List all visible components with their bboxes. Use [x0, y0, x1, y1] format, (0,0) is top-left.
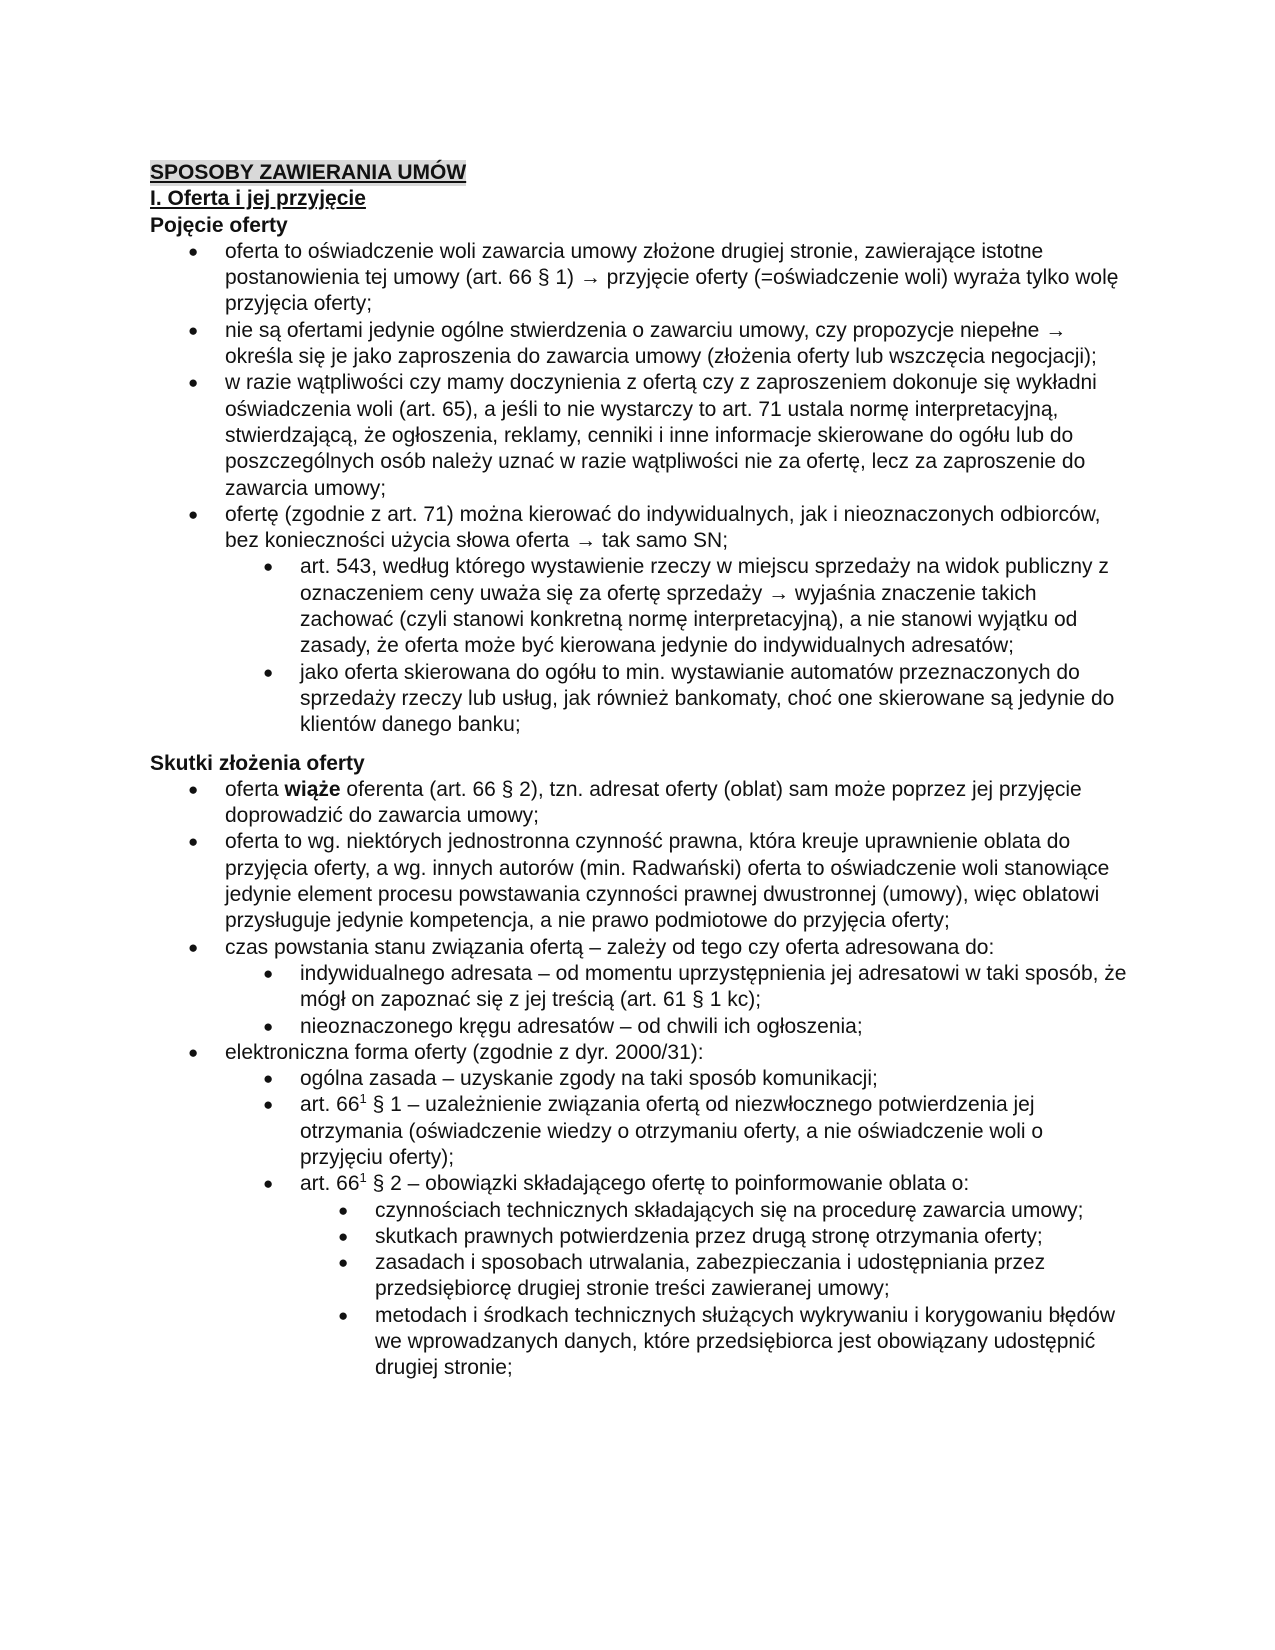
subheading-pojecie: Pojęcie oferty: [150, 213, 288, 237]
bullet-icon: ●: [338, 1226, 349, 1246]
bullet-icon: ●: [338, 1305, 349, 1325]
list-item: ● nieoznaczonego kręgu adresatów – od chwili ich ogłoszenia;: [225, 1014, 1130, 1040]
bullet-icon: ●: [188, 373, 199, 393]
bullet-icon: ●: [263, 1016, 274, 1036]
list-item: ● art. $66^1$ § 2 – obowiązki składającego ofertę to poinformowanie oblata o: ● czynnościach technicznych składających się na procedurę zawarcia umowy; ● skutkach prawnych potwierdzenia przez drugą stronę otrzymania oferty; ● zasadach i sposobach utrwalania, zabezpieczania i udostępniania przez przedsiębiorcę drugiej stronie treści zawieranej umowy; ● metodach i środkach technicznych służących wykrywaniu i korygowaniu błędów we wprowadzanych danych, które przedsiębiorca jest obowiązany udostępnić drugiej stronie;: [225, 1171, 1130, 1381]
bullet-icon: ●: [338, 1200, 349, 1220]
bullet-icon: ●: [263, 1174, 274, 1194]
bullet-icon: ●: [188, 779, 199, 799]
skutki4-sublist: [225, 1066, 1130, 1382]
bullet-icon: ●: [263, 557, 274, 577]
bullet-icon: ●: [188, 832, 199, 852]
subheading-skutki: Skutki złożenia oferty: [150, 751, 365, 775]
document-page: [150, 160, 1130, 1382]
bullet-icon: ●: [188, 1042, 199, 1062]
list-item: ● w razie wątpliwości czy mamy doczynienia z ofertą czy z zaproszeniem dokonuje się wykładni oświadczenia woli (art. 65), a jeśli to nie wystarczy to art. 71 ustala normę interpretacyjną, stwierdzającą, że ogłoszenia, reklamy, cenniki i inne informacje skierowane do ogółu lub do poszczególnych osób należy uznać w razie wątpliwości nie za ofertę, lecz za zaproszenie do zawarcia umowy;: [188, 371, 1097, 500]
obowiazki-sublist: [300, 1198, 1130, 1382]
list-item: ● oferta to oświadczenie woli zawarcia umowy złożone drugiej stronie, zawierające istotne postanowienia tej umowy (art. 66 § 1) → przyjęcie oferty (=oświadczenie woli) wyraża tylko wolę przyjęcia oferty;: [188, 239, 1119, 316]
list-item: ● nie są ofertami jedynie ogólne stwierdzenia o zawarciu umowy, czy propozycje niepełne → określa się je jako zaproszenia do zawarcia umowy (złożenia oferty lub wszczęcia negocjacji);: [188, 318, 1097, 369]
bullet-icon: ●: [263, 1095, 274, 1115]
list-item: ● oferta to wg. niektórych jednostronna czynność prawna, która kreuje uprawnienie oblata do przyjęcia oferty, a wg. innych autorów (min. Radwański) oferta to oświadczenie woli stanowiące jedynie element procesu powstawania czynności prawnej dwustronnej (umowy), więc oblatowi przysługuje jedynie kompetencja, a nie prawo podmiotowe do przyjęcia oferty;: [188, 830, 1110, 933]
list-item: ● zasadach i sposobach utrwalania, zabezpieczania i udostępniania przez przedsiębiorcę drugiej stronie treści zawieranej umowy;: [338, 1251, 1046, 1301]
list-item: ● jako oferta skierowana do ogółu to min. wystawianie automatów przeznaczonych do sprzedaży rzeczy lub usług, jak również bankomaty, choć one skierowane są jedynie do klientów danego banku;: [263, 660, 1115, 737]
bullet-icon: ●: [188, 320, 199, 340]
list-item: ● skutkach prawnych potwierdzenia przez drugą stronę otrzymania oferty;: [300, 1224, 1130, 1250]
bullet-icon: ●: [263, 662, 274, 682]
pojecie-list: [150, 239, 1130, 739]
list-item: ● art. $66^1$ § 1 – uzależnienie związania ofertą od niezwłocznego potwierdzenia jej otrzymania (oświadczenie wiedzy o otrzymaniu oferty, a nie oświadczenie woli o przyjęciu oferty);: [263, 1091, 1044, 1169]
list-item: ● czynnościach technicznych składających się na procedurę zawarcia umowy;: [300, 1198, 1130, 1224]
pojecie-sublist: [225, 554, 1130, 738]
bullet-icon: ●: [188, 241, 199, 261]
list-item: ● metodach i środkach technicznych służących wykrywaniu i korygowaniu błędów we wprowadzanych danych, które przedsiębiorca jest obowiązany udostępnić drugiej stronie;: [338, 1303, 1116, 1380]
list-item: ● oferta wiąże oferenta (art. 66 § 2), tzn. adresat oferty (oblat) sam może poprzez jej przyjęcie doprowadzić do zawarcia umowy;: [188, 777, 1082, 828]
list-item: ● czas powstania stanu związania ofertą – zależy od tego czy oferta adresowana do: ● indywidualnego adresata – od momentu uprzystępnienia jej adresatowi w taki sposób, że mógł on zapoznać się z jej treścią (art. 61 § 1 kc); ● nieoznaczonego kręgu adresatów – od chwili ich ogłoszenia;: [150, 935, 1130, 1040]
skutki3-sublist: [225, 961, 1130, 1040]
skutki-list: [150, 777, 1130, 1382]
bullet-icon: ●: [263, 963, 274, 983]
list-item: ● art. 543, według którego wystawienie rzeczy w miejscu sprzedaży na widok publiczny z oznaczeniem ceny uważa się za ofertę sprzedaży → wyjaśnia znaczenie takich zachować (czyli stanowi konkretną normę interpretacyjną), a nie stanowi wyjątku od zasady, że oferta może być kierowana jedynie do indywidualnych adresatów;: [263, 555, 1109, 658]
document-title: SPOSOBY ZAWIERANIA UMÓW: [150, 160, 466, 186]
bullet-icon: ●: [263, 1069, 274, 1089]
bullet-icon: ●: [188, 504, 199, 524]
bullet-icon: ●: [338, 1253, 349, 1273]
list-item: ● elektroniczna forma oferty (zgodnie z dyr. 2000/31): ● ogólna zasada – uzyskanie zgody na taki sposób komunikacji; ● art. $66^1$ § 1 – uzależnienie związania ofertą od niezwłocznego potwierdzenia jej otrzymania (oświadczenie wiedzy o otrzymaniu oferty, a nie oświadczenie woli o przyjęciu oferty); ● art. $66^1$ § 2 – obowiązki składającego ofertę to poinformowanie oblata o: ● czynnościach technicznych składających się na procedurę zawarcia umowy; ● skutkach prawnych potwierdzenia przez drugą stronę otrzymania oferty; ● zasadach i sposobach utrwalania, zabezpieczania i udostępniania przez przedsiębiorcę drugiej stronie treści zawieranej umowy; ● metodach i środkach technicznych służących wykrywaniu i korygowaniu błędów we wprowadzanych danych, które przedsiębiorca jest obowiązany udostępnić drugiej stronie;: [150, 1040, 1130, 1382]
list-item: ● ofertę (zgodnie z art. 71) można kierować do indywidualnych, jak i nieoznaczonych odbiorców, bez konieczności użycia słowa oferta → tak samo SN; ● art. 543, według którego wystawienie rzeczy w miejscu sprzedaży na widok publiczny z oznaczeniem ceny uważa się za ofertę sprzedaży → wyjaśnia znaczenie takich zachować (czyli stanowi konkretną normę interpretacyjną), a nie stanowi wyjątku od zasady, że oferta może być kierowana jedynie do indywidualnych adresatów; ● jako oferta skierowana do ogółu to min. wystawianie automatów przeznaczonych do sprzedaży rzeczy lub usług, jak również bankomaty, choć one skierowane są jedynie do klientów danego banku;: [150, 502, 1130, 739]
list-item: ● ogólna zasada – uzyskanie zgody na taki sposób komunikacji;: [225, 1066, 1130, 1092]
section-heading: I. Oferta i jej przyjęcie: [150, 187, 366, 211]
bullet-icon: ●: [188, 937, 199, 957]
list-item: ● indywidualnego adresata – od momentu uprzystępnienia jej adresatowi w taki sposób, że mógł on zapoznać się z jej treścią (art. 61 § 1 kc);: [263, 961, 1127, 1012]
